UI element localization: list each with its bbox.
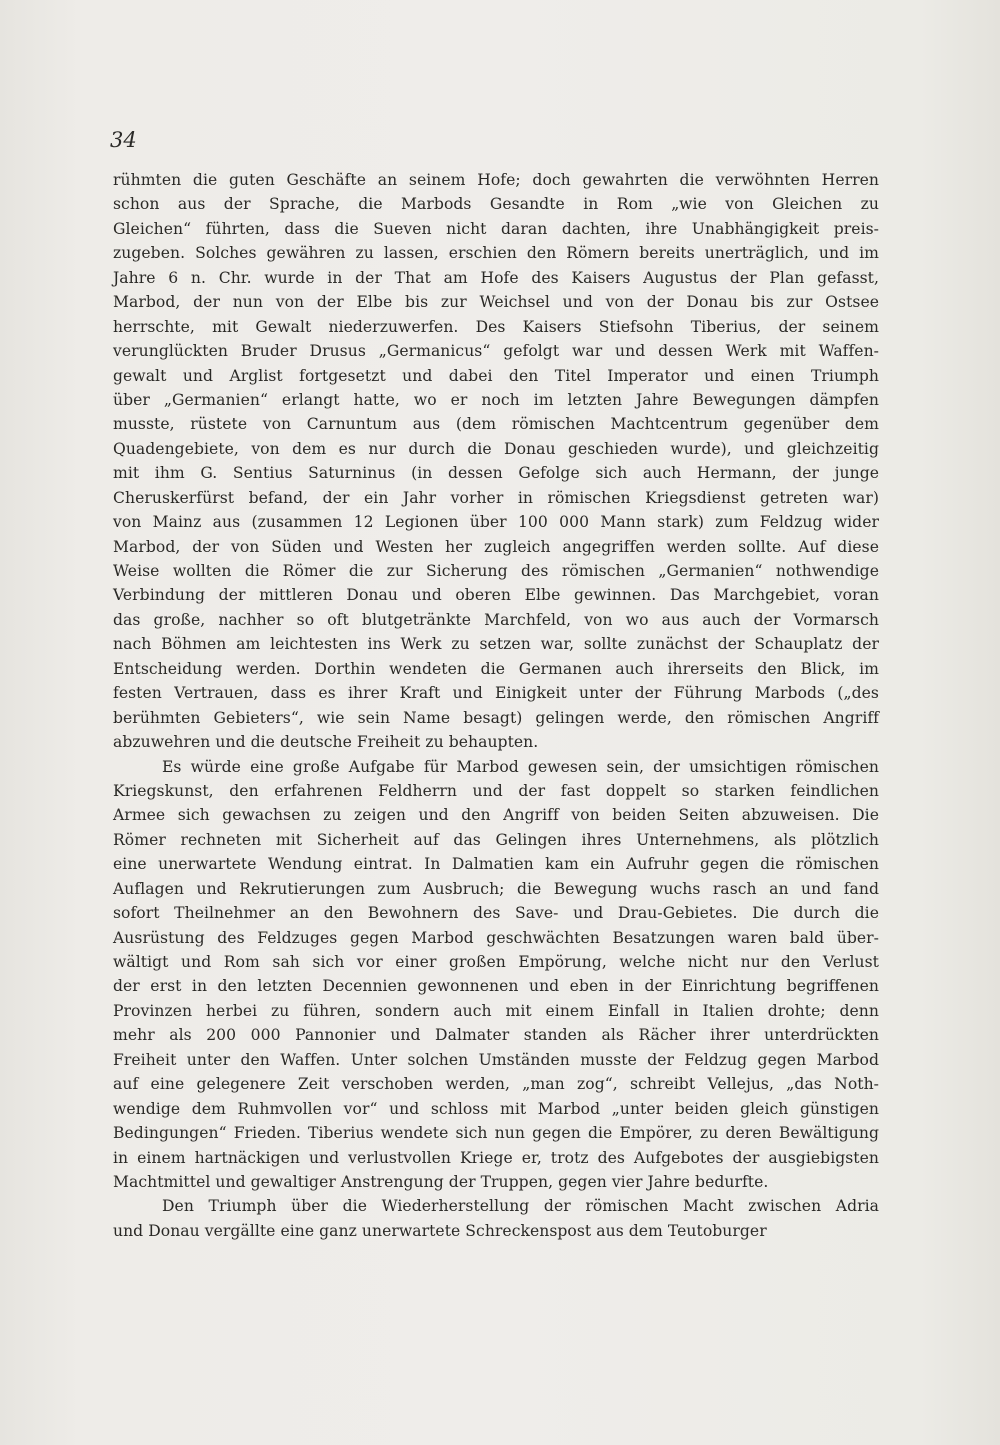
text-line: und Donau vergällte eine ganz unerwartete Schreckenspost aus dem Teutoburger [113,1221,767,1240]
text-line: Marbod, der von Süden und Westen her zugleich angegriffen werden sollte. Auf diese [113,537,879,556]
text-line: Es würde eine große Aufgabe für Marbod gewesen sein, der umsichtigen römischen [162,757,879,776]
text-line: wendige dem Ruhmvollen vor“ und schloss mit Marbod „unter beiden gleich günstigen [113,1099,879,1118]
text-line: musste, rüstete von Carnuntum aus (dem römischen Machtcentrum gegenüber dem [113,415,879,434]
text-line: Weise wollten die Römer die zur Sicherung des römischen „Germanien“ nothwendige [113,562,879,580]
text-line: rühmten die guten Geschäfte an seinem Hofe; doch gewahrten die verwöhnten Herren [113,171,879,189]
text-line: gewalt und Arglist fortgesetzt und dabei den Titel Imperator und einen Triumph [113,366,879,385]
text-line: wältigt und Rom sah sich vor einer großen Empörung, welche nicht nur den Verlust [113,953,879,971]
text-line: auf eine gelegenere Zeit verschoben werden, „man zog“, schreibt Vellejus, „das Noth- [113,1075,879,1094]
text-line: Entscheidung werden. Dorthin wendeten die Germanen auch ihrerseits den Blick, im [113,659,879,678]
text-line: Jahre 6 n. Chr. wurde in der That am Hofe des Kaisers Augustus der Plan gefasst, [113,268,879,287]
text-line: Gleichen“ führten, dass die Sueven nicht daran dachten, ihre Unabhängigkeit preis- [113,219,879,238]
text-line: Quadengebiete, von dem es nur durch die Donau geschieden wurde), und gleichzeitig [113,439,879,458]
text-line: Römer rechneten mit Sicherheit auf das Gelingen ihres Unternehmens, als plötzlich [113,830,879,849]
text-line: Marbod, der nun von der Elbe bis zur Weichsel und von der Donau bis zur Ostsee [113,293,879,312]
text-line: in einem hartnäckigen und verlustvollen Kriege er, trotz des Aufgebotes der ausgiebigsten [113,1148,879,1167]
paragraph [113,755,879,1195]
page-number: 34 [110,128,137,152]
text-line: Provinzen herbei zu führen, sondern auch mit einem Einfall in Italien drohte; denn [113,1001,879,1020]
text-line: Machtmittel und gewaltiger Anstrengung der Truppen, gegen vier Jahre bedurfte. [113,1172,769,1191]
text-line: über „Germanien“ erlangt hatte, wo er noch im letzten Jahre Bewegungen dämpfen [113,390,879,409]
text-line: Kriegskunst, den erfahrenen Feldherrn und der fast doppelt so starken feindlichen [113,781,879,800]
text-line: von Mainz aus (zusammen 12 Legionen über 100 000 Mann stark) zum Feldzug wider [113,513,879,532]
text-line: Den Triumph über die Wiederherstellung der römischen Macht zwischen Adria [162,1197,879,1216]
paragraph [113,1194,879,1243]
text-line: Freiheit unter den Waffen. Unter solchen Umständen musste der Feldzug gegen Marbod [113,1050,879,1069]
text-line: der erst in den letzten Decennien gewonnenen und eben in der Einrichtung begriffenen [113,977,879,996]
text-line: herrschte, mit Gewalt niederzuwerfen. Des Kaisers Stiefsohn Tiberius, der seinem [113,317,879,336]
text-line: Armee sich gewachsen zu zeigen und den Angriff von beiden Seiten abzuweisen. Die [113,806,879,825]
text-line: mehr als 200 000 Pannonier und Dalmater standen als Rächer ihrer unterdrückten [113,1026,879,1045]
text-line: eine unerwartete Wendung eintrat. In Dalmatien kam ein Aufruhr gegen die römischen [113,855,879,874]
text-line: Auflagen und Rekrutierungen zum Ausbruch; die Bewegung wuchs rasch an und fand [113,879,879,898]
text-line: sofort Theilnehmer an den Bewohnern des Save- und Drau-Gebietes. Die durch die [113,904,879,923]
text-line: Cheruskerfürst befand, der ein Jahr vorher in römischen Kriegsdienst getreten war) [113,488,879,507]
text-line: das große, nachher so oft blutgetränkte Marchfeld, von wo aus auch der Vormarsch [113,610,879,629]
text-line: abzuwehren und die deutsche Freiheit zu behaupten. [113,733,539,752]
text-line: Verbindung der mittleren Donau und oberen Elbe gewinnen. Das Marchgebiet, voran [113,586,879,605]
text-line: berühmten Gebieters“, wie sein Name besagt) gelingen werde, den römischen Angriff [113,708,879,727]
text-line: festen Vertrauen, dass es ihrer Kraft und Einigkeit unter der Führung Marbods („des [113,684,879,703]
paragraph [113,168,879,755]
body-text [113,168,879,1243]
text-line: verunglückten Bruder Drusus „Germanicus“ gefolgt war und dessen Werk mit Waffen- [113,342,879,361]
text-line: Ausrüstung des Feldzuges gegen Marbod geschwächten Besatzungen waren bald über- [113,928,879,947]
text-line: Bedingungen“ Frieden. Tiberius wendete sich nun gegen die Empörer, zu deren Bewältigung [113,1124,879,1143]
text-line: mit ihm G. Sentius Saturninus (in dessen Gefolge sich auch Hermann, der junge [113,464,879,483]
text-line: schon aus der Sprache, die Marbods Gesandte in Rom „wie von Gleichen zu [113,195,879,214]
text-line: zugeben. Solches gewähren zu lassen, erschien den Römern bereits unerträglich, und im [113,244,879,263]
text-line: nach Böhmen am leichtesten ins Werk zu setzen war, sollte zunächst der Schauplatz der [113,635,879,654]
